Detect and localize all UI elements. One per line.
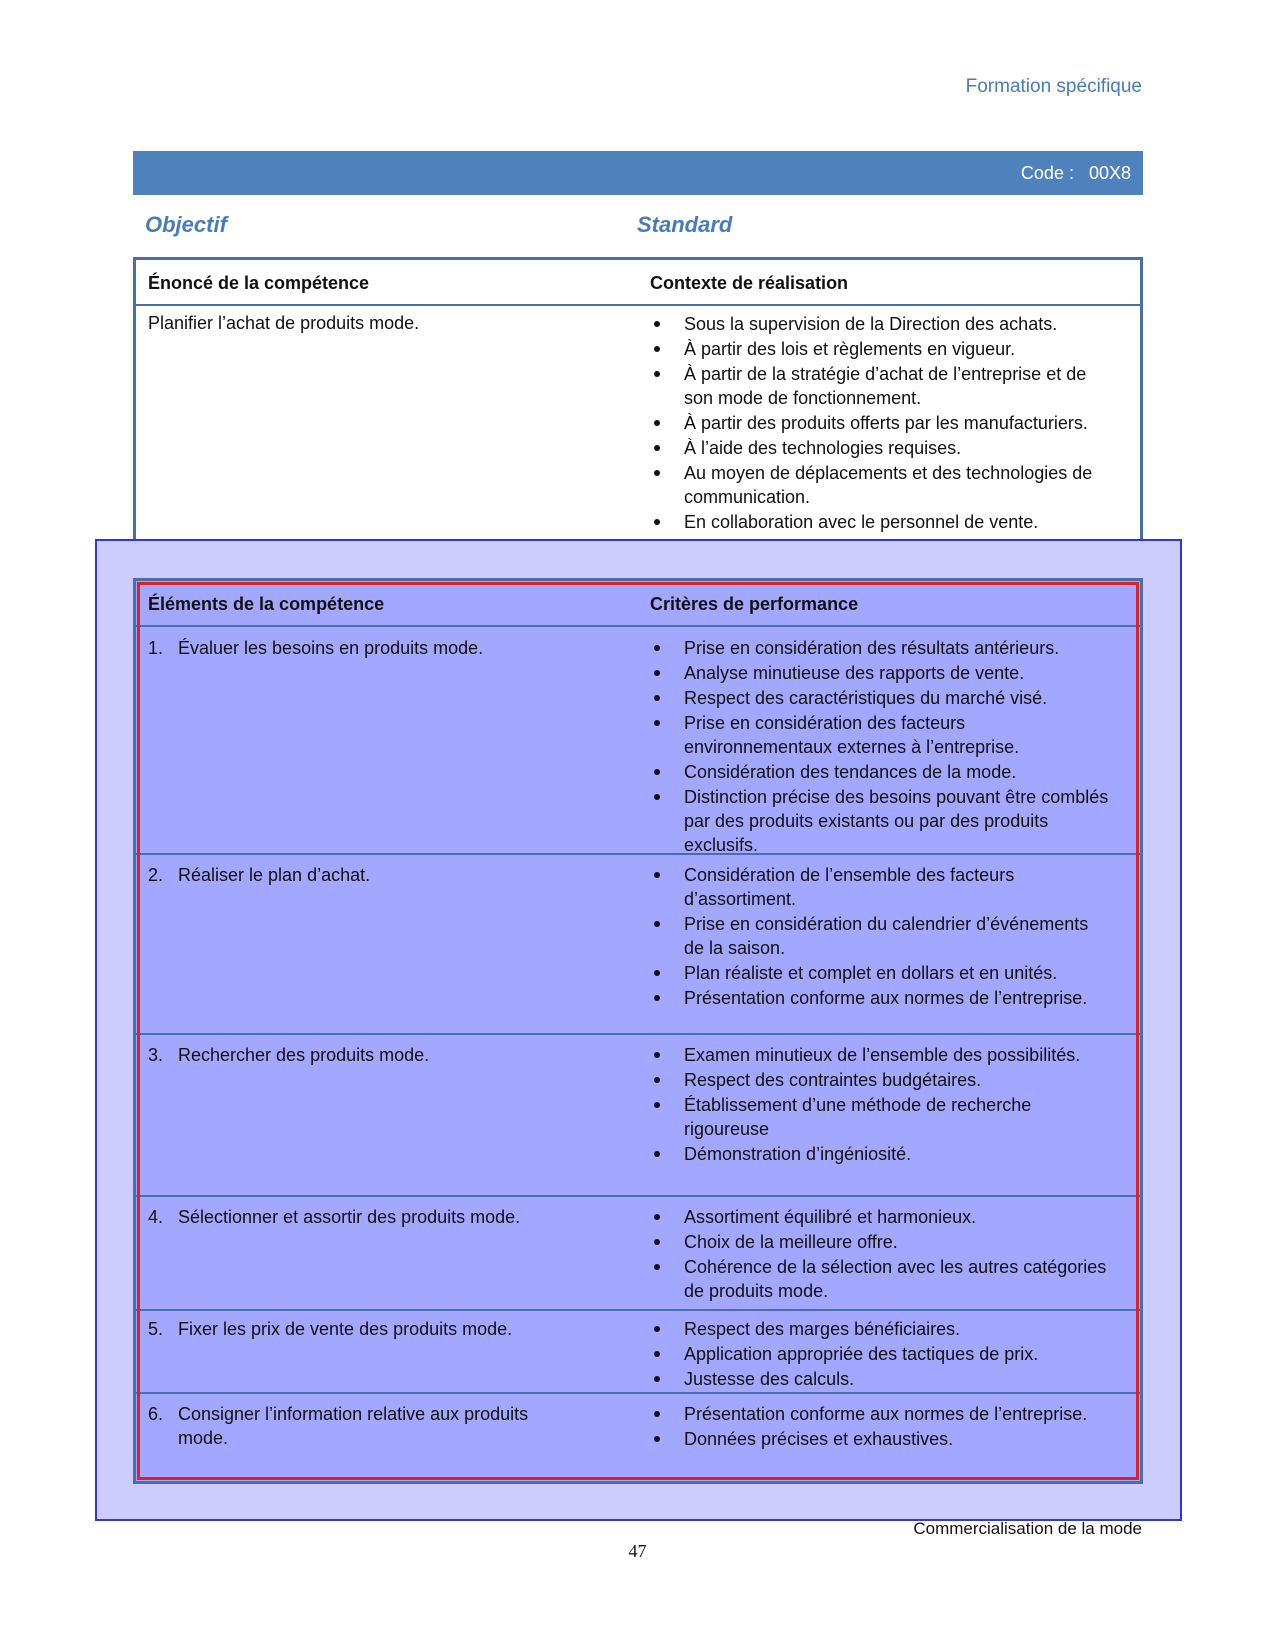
list-item: Respect des caractéristiques du marché visé. bbox=[650, 686, 1110, 710]
list-item: Considération de l’ensemble des facteurs d’assortiment. bbox=[650, 863, 1110, 911]
list-item: Présentation conforme aux normes de l’entreprise. bbox=[650, 986, 1110, 1010]
table-row bbox=[136, 1033, 1140, 1195]
element-number: 4. bbox=[148, 1207, 164, 1227]
list-item: À partir des lois et règlements en vigueur. bbox=[650, 337, 1110, 361]
criteria-header: Critères de performance bbox=[650, 594, 859, 614]
list-item: Application appropriée des tactiques de prix. bbox=[650, 1342, 1110, 1366]
list-item: En collaboration avec le personnel de vente. bbox=[650, 510, 1110, 534]
element-label: Sélectionner et assortir des produits mode. bbox=[178, 1207, 521, 1227]
table-row bbox=[136, 1195, 1140, 1309]
list-item: Sous la supervision de la Direction des achats. bbox=[650, 312, 1110, 336]
standard-label: Standard bbox=[637, 212, 733, 237]
element-text bbox=[148, 1317, 628, 1341]
criteria-list bbox=[650, 636, 1110, 858]
element-label: Réaliser le plan d’achat. bbox=[178, 865, 371, 885]
elements-table-header bbox=[136, 581, 1140, 627]
element-text bbox=[148, 1043, 628, 1067]
criteria-list bbox=[650, 1402, 1110, 1452]
element-number: 3. bbox=[148, 1045, 164, 1065]
list-item: Établissement d’une méthode de recherche rigoureuse bbox=[650, 1093, 1110, 1141]
list-item: À partir des produits offerts par les manufacturiers. bbox=[650, 411, 1110, 435]
footer-program: Commercialisation de la mode bbox=[913, 1519, 1142, 1538]
element-number: 2. bbox=[148, 865, 164, 885]
criteria-list bbox=[650, 1043, 1110, 1167]
list-item: Données précises et exhaustives. bbox=[650, 1427, 1110, 1451]
code-banner bbox=[133, 151, 1143, 195]
criteria-list bbox=[650, 1205, 1110, 1304]
page-number: 47 bbox=[628, 1541, 647, 1561]
statement-header: Énoncé de la compétence bbox=[148, 273, 370, 293]
list-item: Cohérence de la sélection avec les autres catégories de produits mode. bbox=[650, 1255, 1110, 1303]
criteria-list bbox=[650, 863, 1110, 1011]
list-item: À partir de la stratégie d’achat de l’entreprise et de son mode de fonctionnement. bbox=[650, 362, 1110, 410]
element-text bbox=[148, 1402, 628, 1450]
table-row bbox=[136, 853, 1140, 1033]
list-item: Respect des marges bénéficiaires. bbox=[650, 1317, 1110, 1341]
document-section-title: Formation spécifique bbox=[965, 76, 1142, 97]
code-label: Code : 00X8 bbox=[1020, 162, 1131, 183]
element-number: 1. bbox=[148, 638, 164, 658]
competence-row bbox=[136, 308, 1140, 558]
list-item: À l’aide des technologies requises. bbox=[650, 436, 1110, 460]
list-item: Considération des tendances de la mode. bbox=[650, 760, 1110, 784]
list-item: Distinction précise des besoins pouvant être comblés par des produits existants ou par des produits exclusifs. bbox=[650, 785, 1110, 857]
table-row bbox=[136, 628, 1140, 853]
context-header: Contexte de réalisation bbox=[650, 273, 849, 293]
list-item: Présentation conforme aux normes de l’entreprise. bbox=[650, 1402, 1110, 1426]
element-text bbox=[148, 1205, 628, 1229]
list-item: Analyse minutieuse des rapports de vente. bbox=[650, 661, 1110, 685]
competence-table bbox=[133, 257, 1143, 560]
list-item: Prise en considération des résultats antérieurs. bbox=[650, 636, 1110, 660]
list-item: Justesse des calculs. bbox=[650, 1367, 1110, 1391]
element-label: Fixer les prix de vente des produits mode. bbox=[178, 1319, 513, 1339]
context-list bbox=[650, 312, 1110, 535]
list-item: Respect des contraintes budgétaires. bbox=[650, 1068, 1110, 1092]
element-text bbox=[148, 636, 628, 660]
elements-header: Éléments de la compétence bbox=[148, 594, 385, 614]
table-row bbox=[136, 1392, 1140, 1481]
element-label: Évaluer les besoins en produits mode. bbox=[178, 638, 484, 658]
element-label-continued: mode. bbox=[178, 1428, 229, 1448]
element-number: 6. bbox=[148, 1404, 164, 1424]
section-labels bbox=[145, 212, 1135, 238]
element-text bbox=[148, 863, 628, 887]
objectif-label: Objectif bbox=[145, 212, 227, 237]
list-item: Plan réaliste et complet en dollars et en unités. bbox=[650, 961, 1110, 985]
list-item: Prise en considération du calendrier d’événements de la saison. bbox=[650, 912, 1110, 960]
competence-statement: Planifier l’achat de produits mode. bbox=[148, 313, 420, 333]
list-item: Démonstration d’ingéniosité. bbox=[650, 1142, 1110, 1166]
element-number: 5. bbox=[148, 1319, 164, 1339]
elements-table bbox=[133, 578, 1143, 1484]
list-item: Choix de la meilleure offre. bbox=[650, 1230, 1110, 1254]
table-row bbox=[136, 1309, 1140, 1392]
list-item: Prise en considération des facteurs environnementaux externes à l’entreprise. bbox=[650, 711, 1110, 759]
list-item: Assortiment équilibré et harmonieux. bbox=[650, 1205, 1110, 1229]
list-item: Examen minutieux de l’ensemble des possibilités. bbox=[650, 1043, 1110, 1067]
list-item: Au moyen de déplacements et des technologies de communication. bbox=[650, 461, 1110, 509]
element-label: Consigner l’information relative aux produits bbox=[178, 1404, 529, 1424]
competence-table-header bbox=[136, 260, 1140, 306]
element-label: Rechercher des produits mode. bbox=[178, 1045, 430, 1065]
criteria-list bbox=[650, 1317, 1110, 1392]
